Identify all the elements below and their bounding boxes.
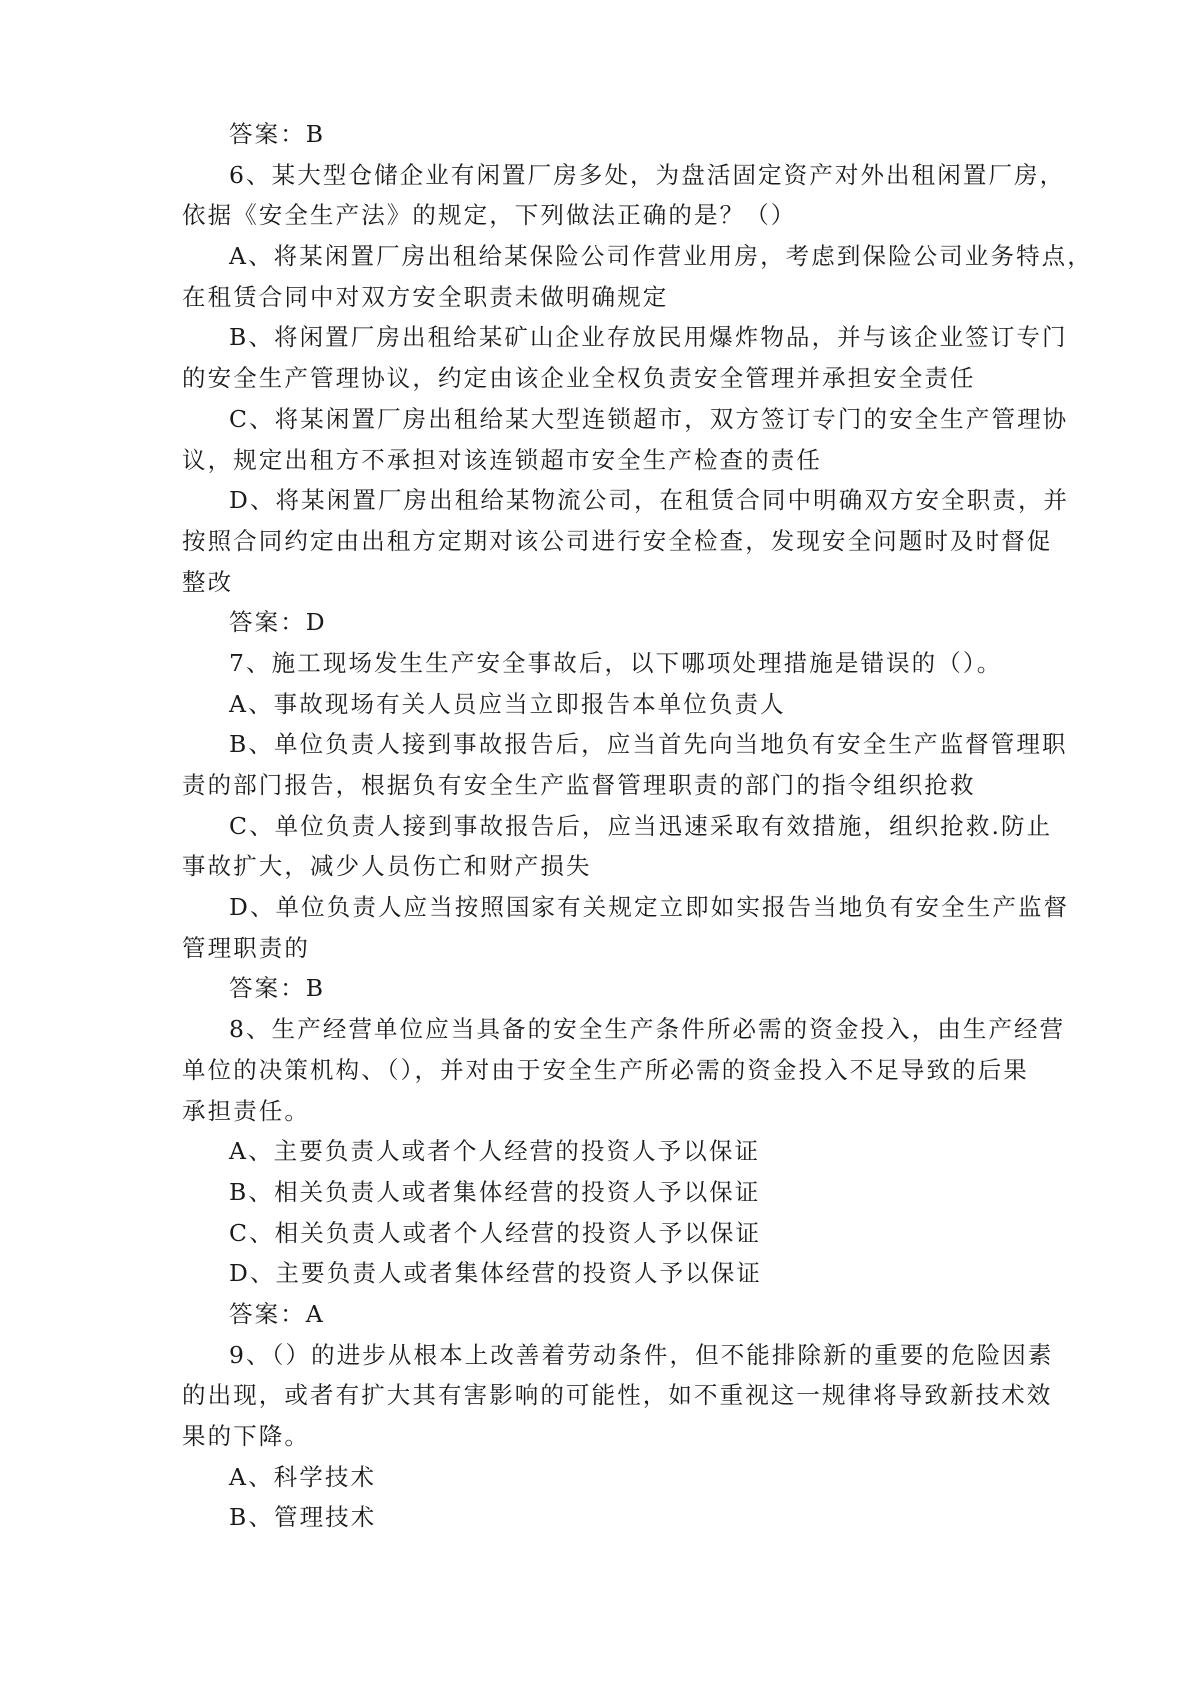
option-line: A、将某闲置厂房出租给某保险公司作营业用房，考虑到保险公司业务特点， [229, 242, 1093, 271]
question-line: 7、施工现场发生生产安全事故后，以下哪项处理措施是错误的（）。 [229, 648, 1003, 677]
question-line: 的出现，或者有扩大其有害影响的可能性，如不重视这一规律将导致新技术效 [182, 1381, 1053, 1410]
question-line: 果的下降。 [182, 1422, 310, 1450]
question-line: 8、生产经营单位应当具备的安全生产条件所必需的资金投入，由生产经营 [229, 1015, 1066, 1044]
question-line: 单位的决策机构、（），并对由于安全生产所必需的资金投入不足导致的后果 [182, 1055, 1029, 1084]
document-body [182, 114, 1093, 1538]
option-line: 事故扩大，减少人员伤亡和财产损失 [182, 852, 592, 881]
option-line: D、将某闲置厂房出租给某物流公司，在租赁合同中明确双方安全职责，并 [229, 486, 1070, 515]
option-line: B、将闲置厂房出租给某矿山企业存放民用爆炸物品，并与该企业签订专门 [229, 323, 1068, 352]
option-line: 整改 [182, 567, 234, 596]
question-line: 6、某大型仓储企业有闲置厂房多处，为盘活固定资产对外出租闲置厂房， [229, 160, 1066, 189]
option-line: B、相关负责人或者集体经营的投资人予以保证 [229, 1177, 761, 1206]
option-line: D、主要负责人或者集体经营的投资人予以保证 [229, 1259, 762, 1288]
option-line: C、相关负责人或者个人经营的投资人予以保证 [229, 1218, 762, 1247]
question-line: 依据《安全生产法》的规定，下列做法正确的是？（） [182, 201, 797, 230]
option-line: 议，规定出租方不承担对该连锁超市安全生产检查的责任 [182, 445, 822, 474]
option-line: A、科学技术 [229, 1462, 377, 1491]
option-line: D、单位负责人应当按照国家有关规定立即如实报告当地负有安全生产监督 [229, 893, 1070, 922]
question-line: 9、（）的进步从根本上改善着劳动条件，但不能排除新的重要的危险因素 [229, 1340, 1054, 1369]
option-line: C、将某闲置厂房出租给某大型连锁超市，双方签订专门的安全生产管理协 [229, 404, 1069, 433]
option-line: 在租赁合同中对双方安全职责未做明确规定 [182, 282, 669, 311]
option-line: 的安全生产管理协议，约定由该企业全权负责安全管理并承担安全责任 [182, 364, 976, 393]
option-line: 管理职责的 [182, 933, 310, 962]
answer-line: 答案：D [229, 608, 327, 637]
answer-line: 答案：B [229, 120, 326, 148]
option-line: 责的部门报告，根据负有安全生产监督管理职责的部门的指令组织抢救 [182, 771, 976, 799]
question-line: 承担责任。 [182, 1096, 310, 1125]
option-line: A、主要负责人或者个人经营的投资人予以保证 [229, 1137, 761, 1166]
answer-line: 答案：A [229, 1299, 325, 1328]
option-line: B、管理技术 [229, 1503, 377, 1532]
option-line: 按照合同约定由出租方定期对该公司进行安全检查，发现安全问题时及时督促 [182, 526, 1053, 555]
answer-line: 答案：B [229, 974, 326, 1003]
option-line: B、单位负责人接到事故报告后，应当首先向当地负有安全生产监督管理职 [229, 730, 1068, 759]
option-line: C、单位负责人接到事故报告后，应当迅速采取有效措施，组织抢救.防止 [229, 811, 1053, 840]
option-line: A、事故现场有关人员应当立即报告本单位负责人 [229, 689, 786, 718]
